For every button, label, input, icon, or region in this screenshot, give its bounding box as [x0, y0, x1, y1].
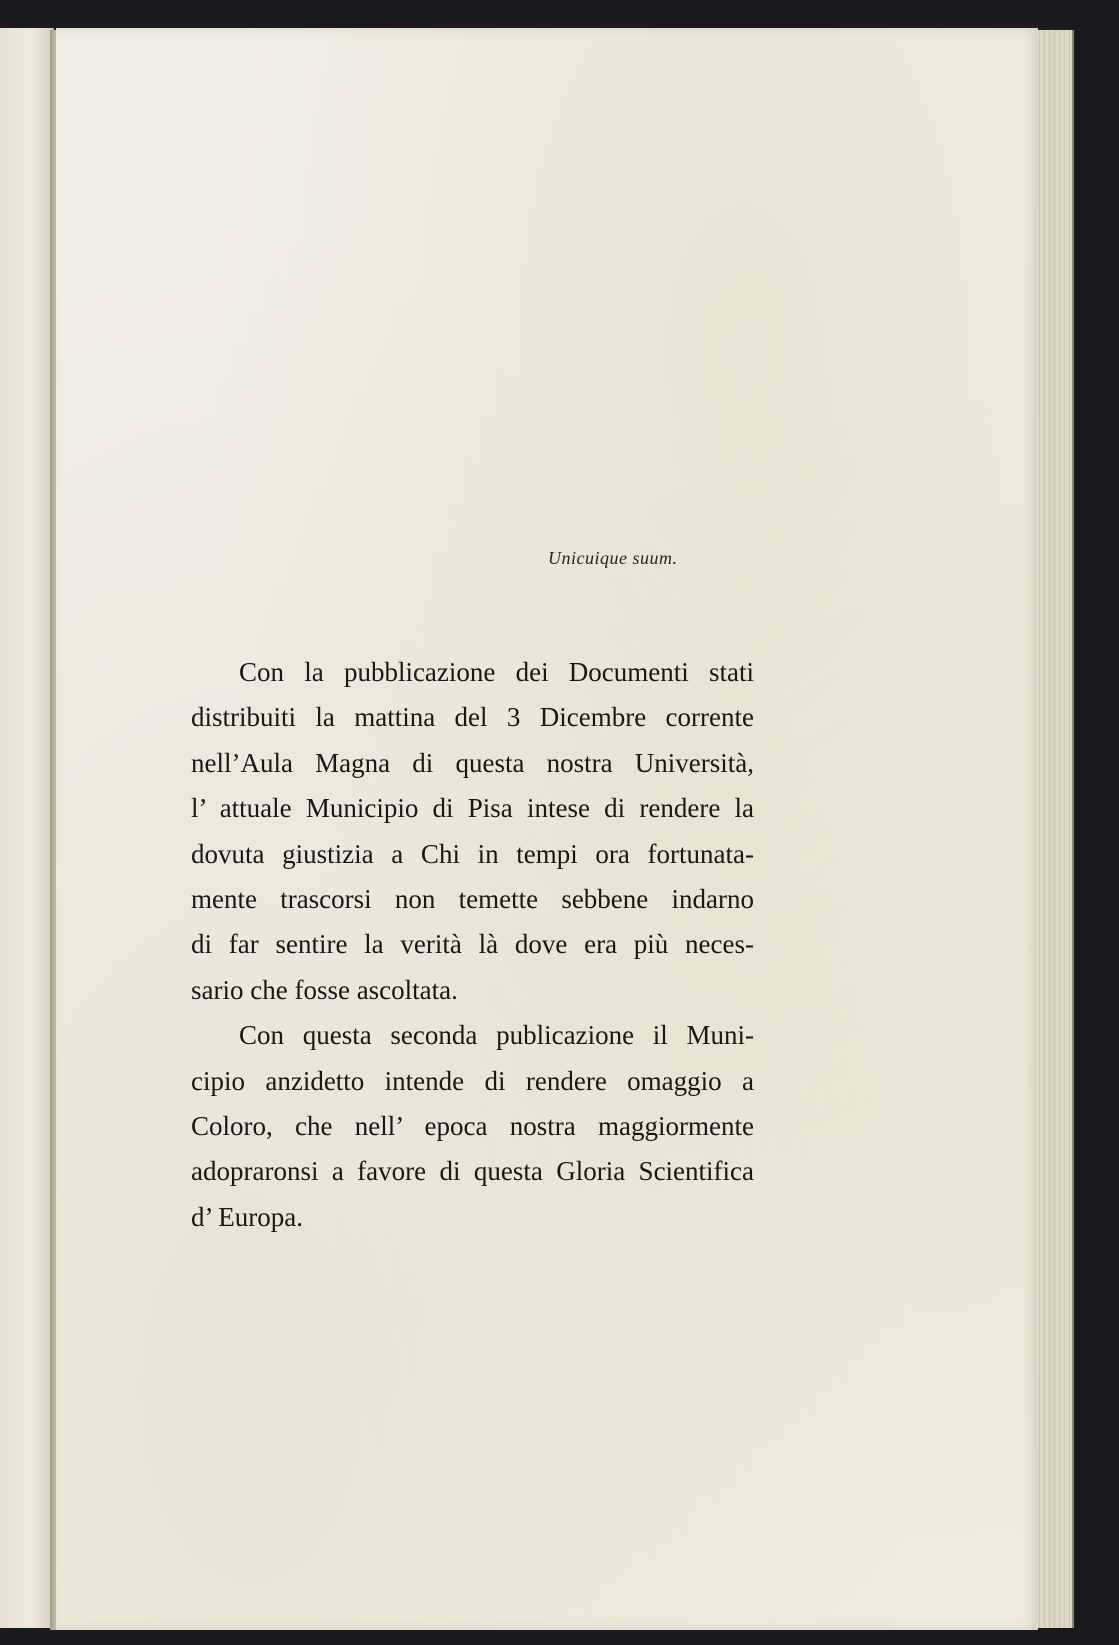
- text-line: di far sentire la verità là dove era più neces-: [191, 929, 754, 960]
- text-line: l’ attuale Municipio di Pisa intese di rendere la: [191, 793, 754, 824]
- text-line: distribuiti la mattina del 3 Dicembre corrente: [191, 702, 754, 733]
- epigraph: Unicuique suum.: [548, 548, 678, 568]
- left-page-edge: [0, 28, 54, 1628]
- text-line: d’ Europa.: [191, 1201, 303, 1232]
- text-line: Coloro, che nell’ epoca nostra maggiormente: [191, 1111, 754, 1142]
- page-edges: [1036, 30, 1074, 1628]
- body-text: [191, 650, 754, 1240]
- paragraph-2: [191, 1013, 754, 1240]
- text-line: Con questa seconda publicazione il Muni-: [239, 1020, 754, 1051]
- text-line: cipio anzidetto intende di rendere omaggio a: [191, 1065, 754, 1096]
- text-line: nell’Aula Magna di questa nostra Università,: [191, 747, 754, 778]
- text-line: sario che fosse ascoltata.: [191, 974, 458, 1005]
- text-line: mente trascorsi non temette sebbene indarno: [191, 884, 754, 915]
- text-line: dovuta giustizia a Chi in tempi ora fortunata-: [191, 838, 754, 869]
- text-line: Con la pubblicazione dei Documenti stati: [239, 657, 754, 687]
- text-line: adopraronsi a favore di questa Gloria Scientifica: [191, 1156, 754, 1187]
- paragraph-1: [191, 650, 754, 1013]
